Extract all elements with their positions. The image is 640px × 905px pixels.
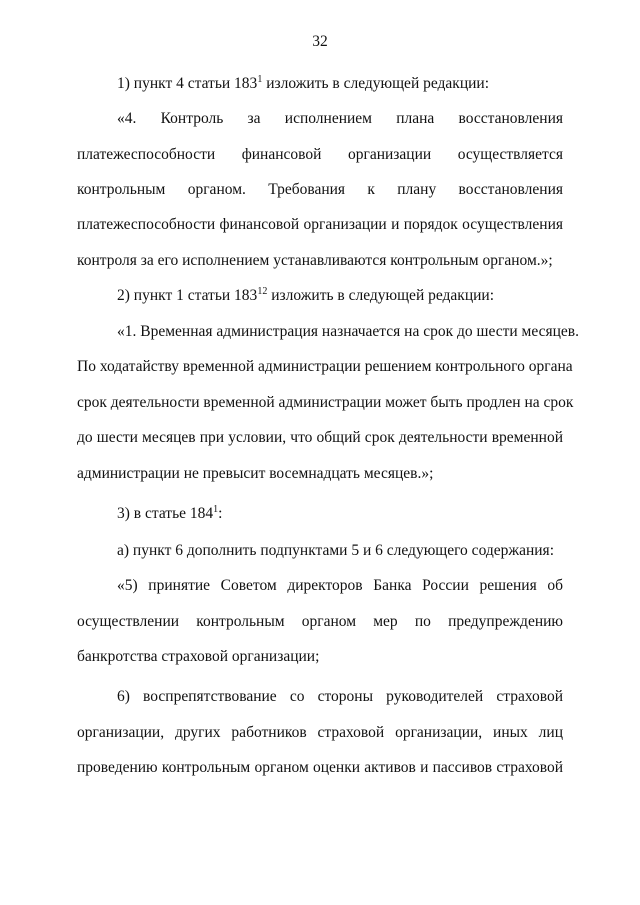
item-3-text-end: : (218, 505, 223, 522)
item-1-text: 1) пункт 4 статьи 183 (117, 75, 258, 92)
item-3-text: 3) в статье 184 (117, 505, 214, 522)
quote-4-line-3: контрольным органом. Требования к плану восстановления (77, 181, 563, 198)
quote-4-line-4: платежеспособности финансовой организации и порядок осуществления (77, 216, 563, 233)
quote-5-line-2: осуществлении контрольным органом мер по предупреждению (77, 613, 563, 630)
quote-1-line-1: «1. Временная администрация назначается на срок до шести месяцев. (117, 323, 579, 340)
quote-5-line-1: «5) принятие Советом директоров Банка России решения об (117, 577, 563, 594)
quote-1-line-5: администрации не превысит восемнадцать месяцев.»; (77, 465, 434, 482)
quote-5-line-3: банкротства страховой организации; (77, 648, 320, 665)
paragraph-item-1 (117, 75, 489, 93)
quote-4-line-5: контроля за его исполнением устанавливаются контрольным органом.»; (77, 252, 553, 269)
quote-6-line-1: 6) воспрепятствование со стороны руководителей страховой (117, 688, 563, 705)
subitem-a: а) пункт 6 дополнить подпунктами 5 и 6 следующего содержания: (117, 542, 554, 559)
item-2-text-end: изложить в следующей редакции: (267, 287, 495, 304)
item-1-superscript: 1 (257, 73, 263, 85)
quote-6-line-3: проведению контрольным органом оценки активов и пассивов страховой (77, 759, 563, 776)
item-1-text-end: изложить в следующей редакции: (262, 75, 490, 92)
paragraph-item-2 (117, 287, 494, 305)
item-2-text: 2) пункт 1 статьи 183 (117, 287, 258, 304)
quote-4-line-1: «4. Контроль за исполнением плана восстановления (117, 110, 563, 127)
page-number: 32 (312, 33, 328, 50)
item-2-superscript: 12 (257, 285, 268, 297)
quote-1-line-3: срок деятельности временной администрации может быть продлен на срок (77, 394, 574, 411)
quote-6-line-2: организации, других работников страховой организации, иных лиц (77, 724, 563, 741)
quote-1-line-2: По ходатайству временной администрации решением контрольного органа (77, 358, 573, 375)
paragraph-item-3 (117, 505, 222, 523)
quote-1-line-4: до шести месяцев при условии, что общий срок деятельности временной (77, 429, 563, 446)
item-3-superscript: 1 (213, 503, 219, 515)
quote-4-line-2: платежеспособности финансовой организации осуществляется (77, 146, 563, 163)
